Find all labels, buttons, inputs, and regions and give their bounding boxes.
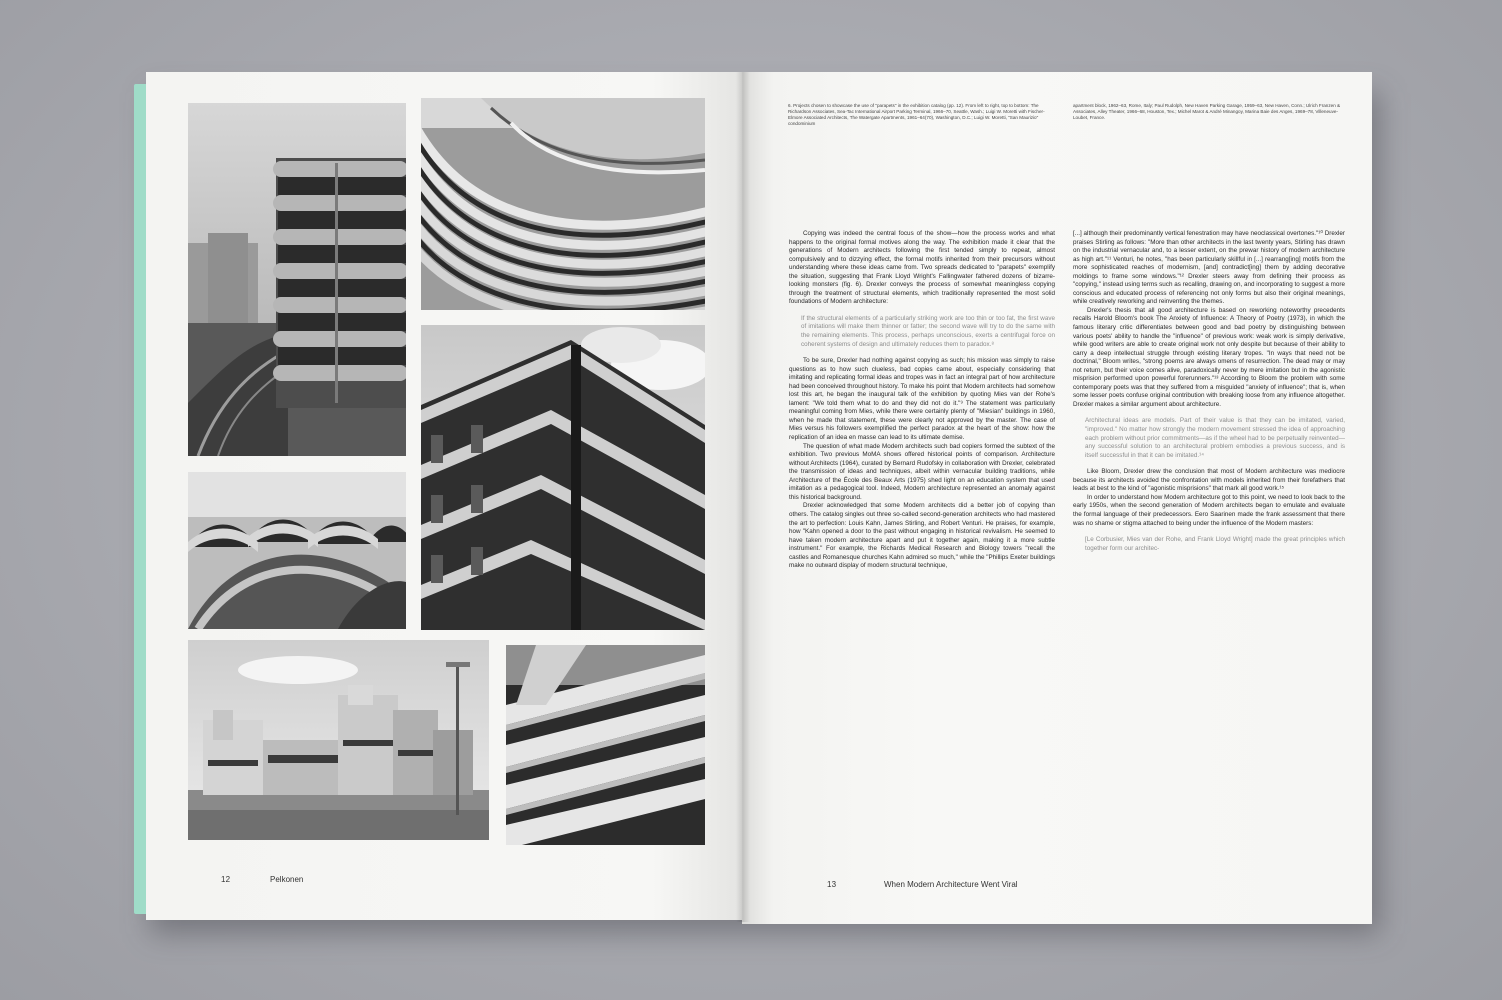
- photo-white-balconies: [506, 645, 705, 845]
- block-quote: If the structural elements of a particularly striking work are too thin or too fat, the first wave of imitations will make them thinner or fatter; the second wave will try to do the same with the remaining elements. This process, perhaps unconscious, exerts a centrifugal force on coherent systems of design and ultimately reduces them to paradox.⁸: [801, 314, 1055, 348]
- photo-vaulted-roofs: [188, 472, 406, 629]
- block-quote: [Le Corbusier, Mies van der Rohe, and Frank Lloyd Wright] made the great principles which together form our architec-: [1085, 536, 1345, 552]
- right-running-head: When Modern Architecture Went Viral: [884, 880, 1018, 889]
- photo-spiral-parking-garage: [188, 103, 406, 456]
- body-paragraph: In order to understand how Modern architecture got to this point, we need to look back to the early 1950s, when the second generation of Modern architects began to emulate and evaluate the formal language of their predecessors. Eero Saarinen made the frank assessment that there was no shame or stigma attached to being under the influence of the Modern masters:: [1073, 493, 1345, 527]
- photo-curved-balconies: [421, 98, 705, 310]
- body-paragraph: Drexler's thesis that all good architecture is based on reworking noteworthy precedents recalls Harold Bloom's book The Anxiety of Influence: A Theory of Poetry (1973), in which the famous literary critic differentiates between good and bad poetry by distinguishing between various poets' ability to handle the "influence" of previous work: weak work is simply derivative, while good writers are able to create original work not only despite but because of their ability to carry a deep intellectual struggle through existing literary tropes. "In ways that need not be doctrinal," Bloom writes, "strong poems are always omens of resurrection. The dead may or may not return, but their voice comes alive, paradoxically never by mere imitation but in the agonistic misprision performed upon powerful forerunners."¹³ According to Bloom the problem with some contemporary poets was that they suffered from a misguided "anxiety of influence"; that is, when some lesser poets confuse original contribution with breaking loose from any influence altogether. Drexler makes a similar argument about architecture.: [1073, 306, 1345, 408]
- right-page-number: 13: [827, 880, 837, 889]
- footnote-column-2: apartment block, 1962–63, Rome, Italy; Paul Rudolph, New Haven Parking Garage, 1959–63, New Haven, Conn.; Ulrich Franzen & Associates, Alley Theater, 1966–68, Houston, Tex.; Michel Marot & André Minangoy, Marina Baie des Anges, 1969–78, Villeneuve-Loubet, France.: [1073, 103, 1341, 120]
- left-running-head: Pelkonen: [270, 875, 304, 884]
- block-quote: Architectural ideas are models. Part of their value is that they can be imitated, varied, "improved." No matter how strongly the modern movement stressed the idea of approaching each problem without prior commitments—as if the wheel had to be perpetually reinvented—any successful solution to an architectural problem embodies a previous success, and is itself successful in that it can be imitated.¹⁴: [1085, 417, 1345, 459]
- photo-stacked-parking-decks: [421, 325, 705, 630]
- body-paragraph: The question of what made Modern architects such bad copiers formed the subtext of the exhibition. Two previous MoMA shows offered historical points of comparison. Architecture without Architects (1964), curated by Bernard Rudofsky in collaboration with Drexler, celebrated the transmission of ideas and techniques, albeit within vernacular building traditions, while Architecture of the École des Beaux Arts (1975) shed light on an education system that used imitation as a pedagogical tool. Indeed, Modern architecture represented an anomaly against this historical background.: [789, 442, 1055, 501]
- left-page-number: 12: [221, 875, 231, 884]
- body-paragraph: [...] although their predominantly vertical fenestration may have neoclassical overtones."¹⁰ Drexler praises Stirling as follows: "More than other architects in the last twenty years, Stirling has drawn on the industrial vernacular and, to a lesser extent, on the prewar history of modern architecture as high art."¹¹ Venturi, he notes, "has been particularly skillful in [...] rearrang[ing] motifs from the more sophisticated reaches of modernism, [and] contradict[ing] them by adding decorative moldings to frame some windows."¹² Drexler steers away from defining their process as "copying," instead using terms such as recalling, drawing on, and incorporating to suggest a more conscious and educated process of referencing not only forms but also their original meanings, while creatively reworking and reinventing the themes.: [1073, 230, 1345, 306]
- footnote-column-1: 6. Projects chosen to showcase the use of "parapets" in the exhibition catalog (pp. 12). From left to right, top to bottom: The Richardson Associates, Sea-Tac International Airport Parking Terminal, 1966–70, Seattle, Wash.; Luigi W. Moretti with Fischer-Elmore Associated Architects, The Watergate Apartments, 1961–64(70), Washington, D.C.; Luigi W. Moretti, "San Maurizio" condominium: [788, 103, 1045, 126]
- body-paragraph: Drexler acknowledged that some Modern architects did a better job of copying than others. The catalog singles out three so-called second-generation architects who had mastered the art to perfection: Louis Kahn, James Stirling, and Robert Venturi. He praises, for example, how "Kahn opened a door to the past without engaging in historical revivalism. He seemed to have taken modern architecture apart and put it together again, making it a more subtle instrument." For example, the Richards Medical Research and Biology towers "recall the castles and Romanesque churches Kahn admired so much," while the "Phillips Exeter buildings make no outward display of modern structural technique,: [789, 502, 1055, 570]
- photo-brutalist-building: [188, 640, 489, 840]
- body-text-column-1: [789, 230, 1055, 854]
- body-paragraph: To be sure, Drexler had nothing against copying as such; his mission was simply to raise questions as to how such clueless, bad copies came about, especially considering that imitating and replicating formal ideas and tropes was in fact an integral part of how architecture had been conceived throughout history. To make his point that Modern architects had somehow lost this art, he began the inaugural talk of the exhibition by quoting Mies van der Rohe's lament: "We told them what to do and they did not do it."⁹ The statement was particularly meaningful coming from Mies, while there were certainly plenty of "Miesian" buildings in 1960, when he made that statement, these were clearly not approved by the master. The case of Mies versus his followers exemplified the perfect paradox at the heart of the show: how the replication of an idea en masse can lead to its ultimate demise.: [789, 357, 1055, 442]
- body-text-column-2: [1073, 230, 1345, 854]
- body-paragraph: Copying was indeed the central focus of the show—how the process works and what happens to the original formal motives along the way. The exhibition made it clear that the generations of Modern architects following the first tended simply to repeat, almost compulsively and to dizzying effect, the formal motifs inherited from their precursors without understanding where these ideas came from. Two spreads dedicated to "parapets" exemplify the situation, suggesting that Frank Lloyd Wright's Fallingwater fathered dozens of bizarre-looking monsters (fig. 6). Drexler conveys the process of somewhat meaningless copying through the treatment of structural elements, which traditionally represented the most solid foundations of Modern architecture:: [789, 230, 1055, 306]
- book-gutter: [736, 72, 750, 922]
- body-paragraph: Like Bloom, Drexler drew the conclusion that most of Modern architecture was mediocre because its architects avoided the confrontation with models inherited from their forefathers that leads at best to the kind of "agonistic misprisions" that mark all good work.¹⁵: [1073, 468, 1345, 493]
